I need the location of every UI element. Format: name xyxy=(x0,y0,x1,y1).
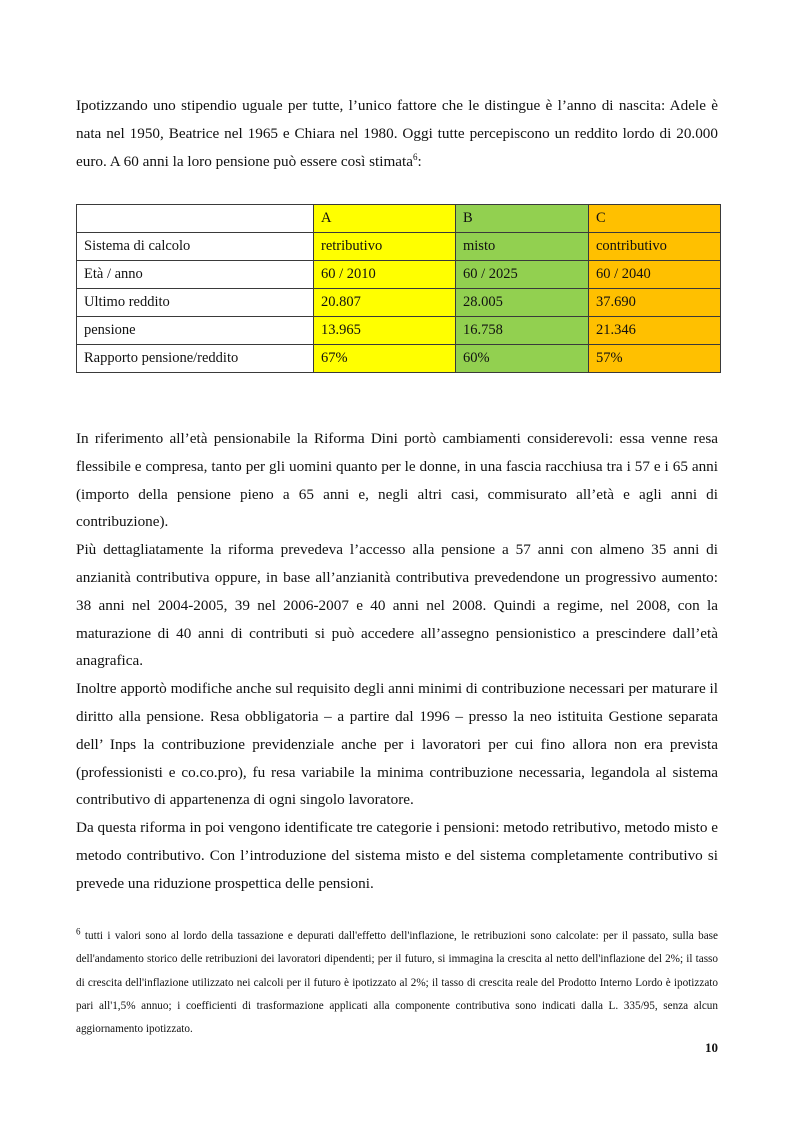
footnote-reference[interactable]: 6 xyxy=(413,151,418,162)
row-label: Età / anno xyxy=(77,261,314,289)
intro-block xyxy=(76,92,718,175)
table-row xyxy=(77,233,721,261)
paragraph-requisito-contribuzione: Inoltre apportò modifiche anche sul requisito degli anni minimi di contribuzione necessari per maturare il diritto alla pensione. Resa obbligatoria – a partire dal 1996 – presso la neo istituita Gestione separata dell’ Inps la contribuzione previdenziale anche per i lavoratori per cui fino allora non era prevista (professionisti e co.co.pro), fu resa variabile la minima contribuzione necessaria, legandola al sistema contributivo di appartenenza di ogni singolo lavoratore. xyxy=(76,680,718,809)
row-label: Ultimo reddito xyxy=(77,289,314,317)
table-header-cell-b: B xyxy=(456,205,589,233)
table-row xyxy=(77,289,721,317)
table-header-row xyxy=(77,205,721,233)
body-text xyxy=(76,425,718,898)
intro-tail: : xyxy=(417,152,422,170)
table-cell: 60 / 2040 xyxy=(589,261,721,289)
paragraph-dettaglio-riforma: Più dettagliatamente la riforma prevedeva l’accesso alla pensione a 57 anni con almeno 35 anni di anzianità contributiva oppure, in base all’anzianità contributiva prevedendone un progressivo aumento: 38 anni nel 2004-2005, 39 nel 2006-2007 e 40 anni nel 2008. Quindi a regime, nel 2008, con la maturazione di 40 anni di contributi si può accedere all’assegno pensionistico a prescindere dall’età anagrafica. xyxy=(76,541,718,670)
table-cell: 20.807 xyxy=(314,289,456,317)
table-cell: misto xyxy=(456,233,589,261)
table-cell: 67% xyxy=(314,345,456,373)
table-cell: 21.346 xyxy=(589,317,721,345)
footnote-number: 6 xyxy=(76,926,81,937)
table-cell: 60 / 2025 xyxy=(456,261,589,289)
intro-text: Ipotizzando uno stipendio uguale per tutte, l’unico fattore che le distingue è l’anno di nascita: Adele è nata nel 1950, Beatrice nel 1965 e Chiara nel 1980. Oggi tutte percepiscono un reddito lordo di 20.000 euro. A 60 anni la loro pensione può essere così stimata xyxy=(76,97,718,170)
table-row xyxy=(77,345,721,373)
table-header-cell xyxy=(77,205,314,233)
row-label: pensione xyxy=(77,317,314,345)
footnote xyxy=(76,925,718,1041)
pension-table xyxy=(76,204,721,373)
intro-paragraph xyxy=(76,92,718,175)
paragraph-categorie-pensioni: Da questa riforma in poi vengono identificate tre categorie i pensioni: metodo retributivo, metodo misto e metodo contributivo. Con l’introduzione del sistema misto e del sistema completamente contributivo si prevede una riduzione prospettica delle pensioni. xyxy=(76,819,718,892)
table-cell: 57% xyxy=(589,345,721,373)
table-row xyxy=(77,317,721,345)
table-cell: retributivo xyxy=(314,233,456,261)
page-number: 10 xyxy=(705,1040,718,1055)
table-cell: 37.690 xyxy=(589,289,721,317)
table-cell: contributivo xyxy=(589,233,721,261)
table-cell: 60 / 2010 xyxy=(314,261,456,289)
table-row xyxy=(77,261,721,289)
row-label: Sistema di calcolo xyxy=(77,233,314,261)
row-label: Rapporto pensione/reddito xyxy=(77,345,314,373)
table-header-cell-c: C xyxy=(589,205,721,233)
table-cell: 13.965 xyxy=(314,317,456,345)
paragraph-eta-pensionabile: In riferimento all’età pensionabile la Riforma Dini portò cambiamenti considerevoli: essa venne resa flessibile e compresa, tanto per gli uomini quanto per le donne, in una fascia racchiusa tra i 57 e i 65 anni (importo della pensione pieno a 65 anni e, negli altri casi, commisurato all’età e agli anni di contribuzione). xyxy=(76,430,718,531)
table-cell: 60% xyxy=(456,345,589,373)
table-header-cell-a: A xyxy=(314,205,456,233)
footnote-text: tutti i valori sono al lordo della tassazione e depurati dall'effetto dell'inflazione, le retribuzioni sono calcolate: per il passato, sulla base dell'andamento storico delle retribuzioni dei lavoratori dipendenti; per il futuro, si immagina la crescita al netto dell'inflazione del 2%; il tasso di crescita dell'inflazione utilizzato nei calcoli per il futuro è ipotizzato al 2%; il tasso di crescita reale del Prodotto Interno Lordo è ipotizzato pari all'1,5% annuo; i coefficienti di trasformazione applicati alla componente contributiva sono indicati dalla L. 335/95, senza alcun aggiornamento ipotizzato. xyxy=(76,930,718,1036)
table-cell: 28.005 xyxy=(456,289,589,317)
table-cell: 16.758 xyxy=(456,317,589,345)
